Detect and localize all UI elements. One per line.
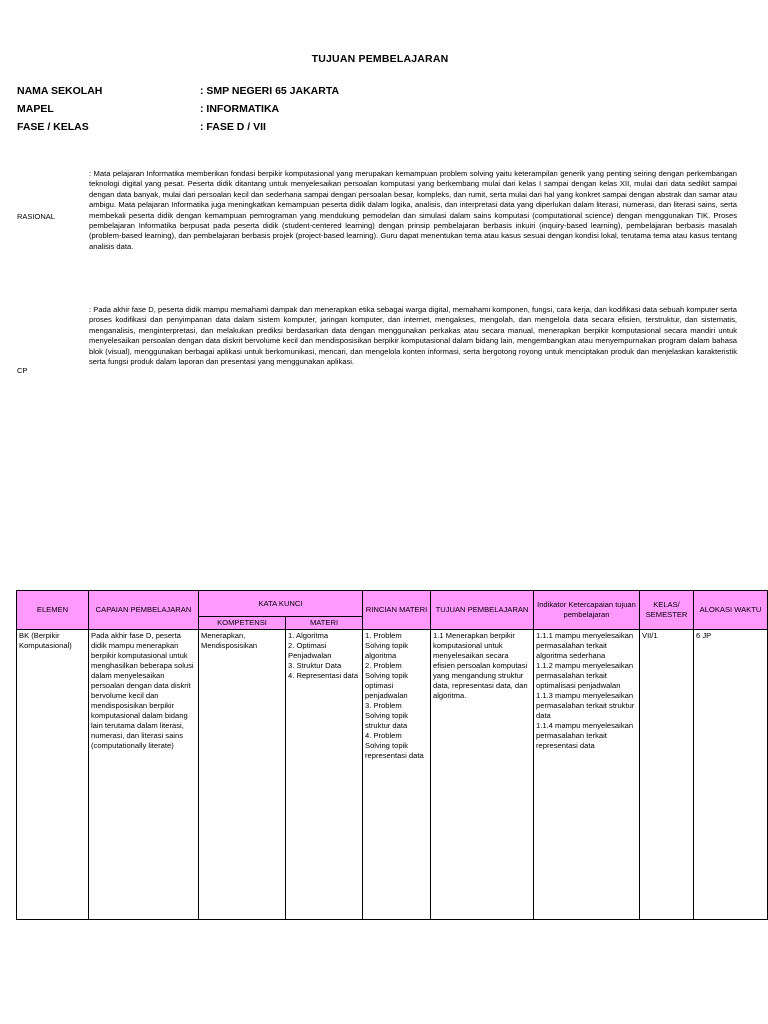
materi-item: 1. Algoritma xyxy=(288,631,329,640)
info-value: : SMP NEGERI 65 JAKARTA xyxy=(200,85,340,97)
info-label: MAPEL xyxy=(17,103,54,115)
header-rincian-materi: RINCIAN MATERI xyxy=(363,591,431,630)
header-kata-kunci: KATA KUNCI xyxy=(199,591,363,617)
table-row xyxy=(17,630,768,920)
indikator-item: 1.1.2 mampu menyelesaikan permasalahan terkait optimalisasi penjadwalan xyxy=(536,661,634,690)
cell-indikator xyxy=(534,630,640,920)
header-elemen: ELEMEN xyxy=(17,591,89,630)
header-alokasi: ALOKASI WAKTU xyxy=(694,591,768,630)
info-label: FASE / KELAS xyxy=(17,121,89,133)
tujuan-pembelajaran-table xyxy=(16,590,768,920)
indikator-item: 1.1.4 mampu menyelesaikan permasalahan terkait representasi data xyxy=(536,721,634,750)
cell-kompetensi: Menerapkan, Mendisposisikan xyxy=(199,630,286,920)
rincian-item: 3. Problem Solving topik struktur data xyxy=(365,701,409,730)
indikator-item: 1.1.3 mampu menyelesaikan permasalahan terkait struktur data xyxy=(536,691,635,720)
page-title: TUJUAN PEMBELAJARAN xyxy=(311,53,449,65)
rincian-item: 4. Problem Solving topik representasi data xyxy=(365,731,424,760)
rasional-text: : Mata pelajaran Informatika memberikan fondasi berpikir komputasional yang merupakan kemampuan problem solving yaitu keterampilan generik yang penting seiring dengan perkembangan teknologi digital yang pesat. Peserta didik ditantang untuk menyelesaikan persoalan komputasi yang berkembang mulai dari kelas I sampai dengan kelas XII, mulai dari data sedikit sampai dengan data banyak, mulai dari persoalan kecil dan sederhana sampai dengan persoalan besar, kompleks, dan rumit, serta mulai dari hal yang konkret sampai dengan abstrak dan samar atau ambigu. Mata pelajaran Informatika juga meningkatkan kemampuan peserta didik dalam logika, analisis, dan interpretasi data yang diperlukan dalam literasi, numerasi, dan literasi sains, serta membekali peserta didik dengan kemampuan pemrograman yang mendukung pemodelan dan simulasi dalam sains komputasi (computational science) dengan menggunakan TIK. Proses pembelajaran Informatika berpusat pada peserta didik (student-centered learning) dengan prinsip pembelajaran berbasis inkuiri (inquiry-based learning), pembelajaran berbasis masalah (problem-based learning), dan pembelajaran berbasis projek (project-based learning). Guru dapat menentukan tema atau kasus sesuai dengan kondisi lokal, terutama tema atau kasus tentang analisis data. xyxy=(89,169,737,251)
cp-label: CP xyxy=(17,366,28,375)
info-label: NAMA SEKOLAH xyxy=(17,85,103,97)
cell-rincian xyxy=(363,630,431,920)
cell-alokasi: 6 JP xyxy=(694,630,768,920)
materi-item: 4. Representasi data xyxy=(288,671,359,680)
header-capaian: CAPAIAN PEMBELAJARAN xyxy=(89,591,199,630)
cell-elemen: BK (Berpikir Komputasional) xyxy=(17,630,89,920)
header-tujuan: TUJUAN PEMBELAJARAN xyxy=(431,591,534,630)
materi-item: 2. Optimasi Penjadwalan xyxy=(288,641,332,660)
rasional-label: RASIONAL xyxy=(17,212,55,221)
rincian-item: 2. Problem Solving topik optimasi penjadwalan xyxy=(365,661,409,700)
header-materi: MATERI xyxy=(286,617,363,630)
info-value: : FASE D / VII xyxy=(200,121,266,133)
info-value: : INFORMATIKA xyxy=(200,103,280,115)
materi-item: 3. Struktur Data xyxy=(288,661,342,670)
indikator-item: 1.1.1 mampu menyelesaikan permasalahan terkait algoritma sederhana xyxy=(536,631,634,660)
cp-text: : Pada akhir fase D, peserta didik mampu memahami dampak dan menerapkan etika sebagai warga digital, memahami komponen, fungsi, cara kerja, dan kodifikasi data sebuah komputer serta proses kodifikasi dan penyimpanan data dalam sistem komputer, jaringan komputer, dan internet, mengakses, mengolah, dan mengelola data secara efisien, terstruktur, dan sistematis, menganalisis, menginterpretasi, dan melakukan prediksi berdasarkan data dengan menggunakan perkakas atau secara manual, menerapkan berpikir komputasional secara mandiri untuk menyelesaikan persoalan dengan data diskrit bervolume kecil dan mendisposisikan berpikir komputasional dalam bidang lain, mengembangkan atau menyempurnakan program dalam bahasa blok (visual), menggunakan berbagai aplikasi untuk berkomunikasi, mencari, dan mengelola konten informasi, serta bergotong royong untuk menciptakan produk dan menjelaskan karakteristik serta fungsi produk dalam laporan dan presentasi yang menggunakan aplikasi. xyxy=(89,305,737,367)
cell-materi xyxy=(286,630,363,920)
cell-kelas: VII/1 xyxy=(640,630,694,920)
header-kelas: KELAS/ SEMESTER xyxy=(640,591,694,630)
rincian-item: 1. Problem Solving topik algoritma xyxy=(365,631,409,660)
header-indikator: Indikator Ketercapaian tujuan pembelajaran xyxy=(534,591,640,630)
cell-capaian: Pada akhir fase D, peserta didik mampu menerapkan berpikir komputasional untuk menghasilkan beberapa solusi dalam menyelesaikan persoalan dengan data diskrit bervolume kecil dan mendisposisikan berpikir komputasional dalam bidang lain terutama dalam literasi, numerasi, dan literasi sains (computationally literate) xyxy=(89,630,199,920)
cell-tujuan: 1.1 Menerapkan berpikir komputasional untuk menyelesaikan secara efisien persoalan komputasi yang mengandung struktur data, representasi data, dan algoritma. xyxy=(431,630,534,920)
header-kompetensi: KOMPETENSI xyxy=(199,617,286,630)
